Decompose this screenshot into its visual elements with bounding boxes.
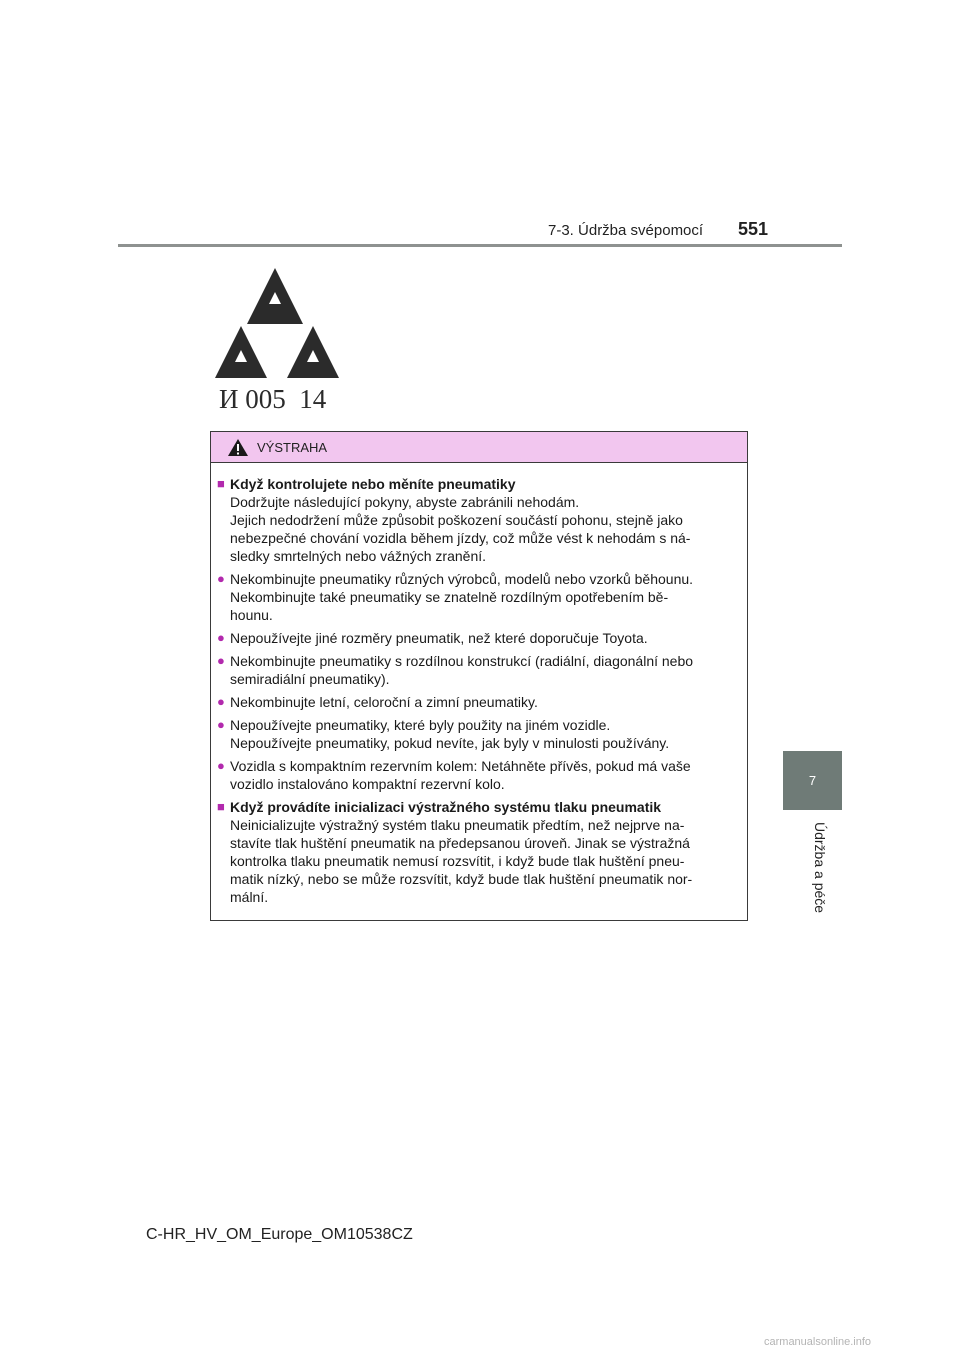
section-paragraph: Dodržujte následující pokyny, abyste zabránili nehodám. Jejich nedodržení může způsobit poškození součástí pohonu, stejně jako nebezpečné chování vozidla během jízdy, což může vést k nehodám s ná- sledky smrtelných nebo vážných zranění. [230,494,691,564]
round-bullet-icon: ● [217,571,225,586]
warning-title: VÝSTRAHA [257,439,328,455]
warning-header [211,432,747,463]
square-bullet-icon: ■ [217,476,225,491]
header-rule [118,244,842,247]
warning-triangle-icon [227,438,249,457]
round-bullet-icon: ● [217,758,225,773]
list-item: ● Nepoužívejte jiné rozměry pneumatik, než které doporučuje Toyota. [217,630,648,646]
tire-marking-figure [213,264,343,414]
square-bullet-icon: ■ [217,799,225,814]
section-paragraph: Neinicializujte výstražný systém tlaku pneumatik předtím, než nejprve na- stavíte tlak huštění pneumatik na předepsanou úroveň. Jinak se výstražná kontrolka tlaku pneumatik nemusí rozsvítit, i když bude tlak huštění pneu- matik nízký, nebo se může rozsvítit, když bude tlak huštění pneumatik nor- mální. [230,817,693,905]
round-bullet-icon: ● [217,630,225,645]
list-item: ● Nekombinujte letní, celoroční a zimní pneumatiky. [217,694,538,710]
chapter-side-label: Údržba a péče [812,822,828,914]
chapter-tab: 7 [783,751,842,810]
section-heading: ■ Když provádíte inicializaci výstražného systému tlaku pneumatik [217,799,662,815]
warning-body [211,463,747,906]
page-number: 551 [738,219,769,239]
list-item: ● Nekombinujte pneumatiky různých výrobců, modelů nebo vzorků běhounu. Nekombinujte také pneumatiky se znatelně rozdílným opotřebením bě- hounu. [217,571,694,623]
round-bullet-icon: ● [217,694,225,709]
list-item: ● Nepoužívejte pneumatiky, které byly použity na jiném vozidle. Nepoužívejte pneumatiky, pokud nevíte, jak byly v minulosti používány. [217,717,670,751]
warning-bullet-list [217,570,741,793]
section-heading: ■ Když kontrolujete nebo měníte pneumatiky [217,476,516,492]
warning-box [210,431,748,921]
watermark: carmanualsonline.info [764,1336,872,1348]
document-code: C-HR_HV_OM_Europe_OM10538CZ [146,1226,413,1243]
marking-code: И 005 14 [219,384,327,414]
list-item: ● Vozidla s kompaktním rezervním kolem: Netáhněte přívěs, pokud má vaše vozidlo instalováno kompaktní rezervní kolo. [217,758,691,792]
round-bullet-icon: ● [217,653,225,668]
list-item: ● Nekombinujte pneumatiky s rozdílnou konstrukcí (radiální, diagonální nebo semiradiální pneumatiky). [217,653,694,687]
header-section-title: 7-3. Údržba svépomocí [548,222,704,239]
round-bullet-icon: ● [217,717,225,732]
